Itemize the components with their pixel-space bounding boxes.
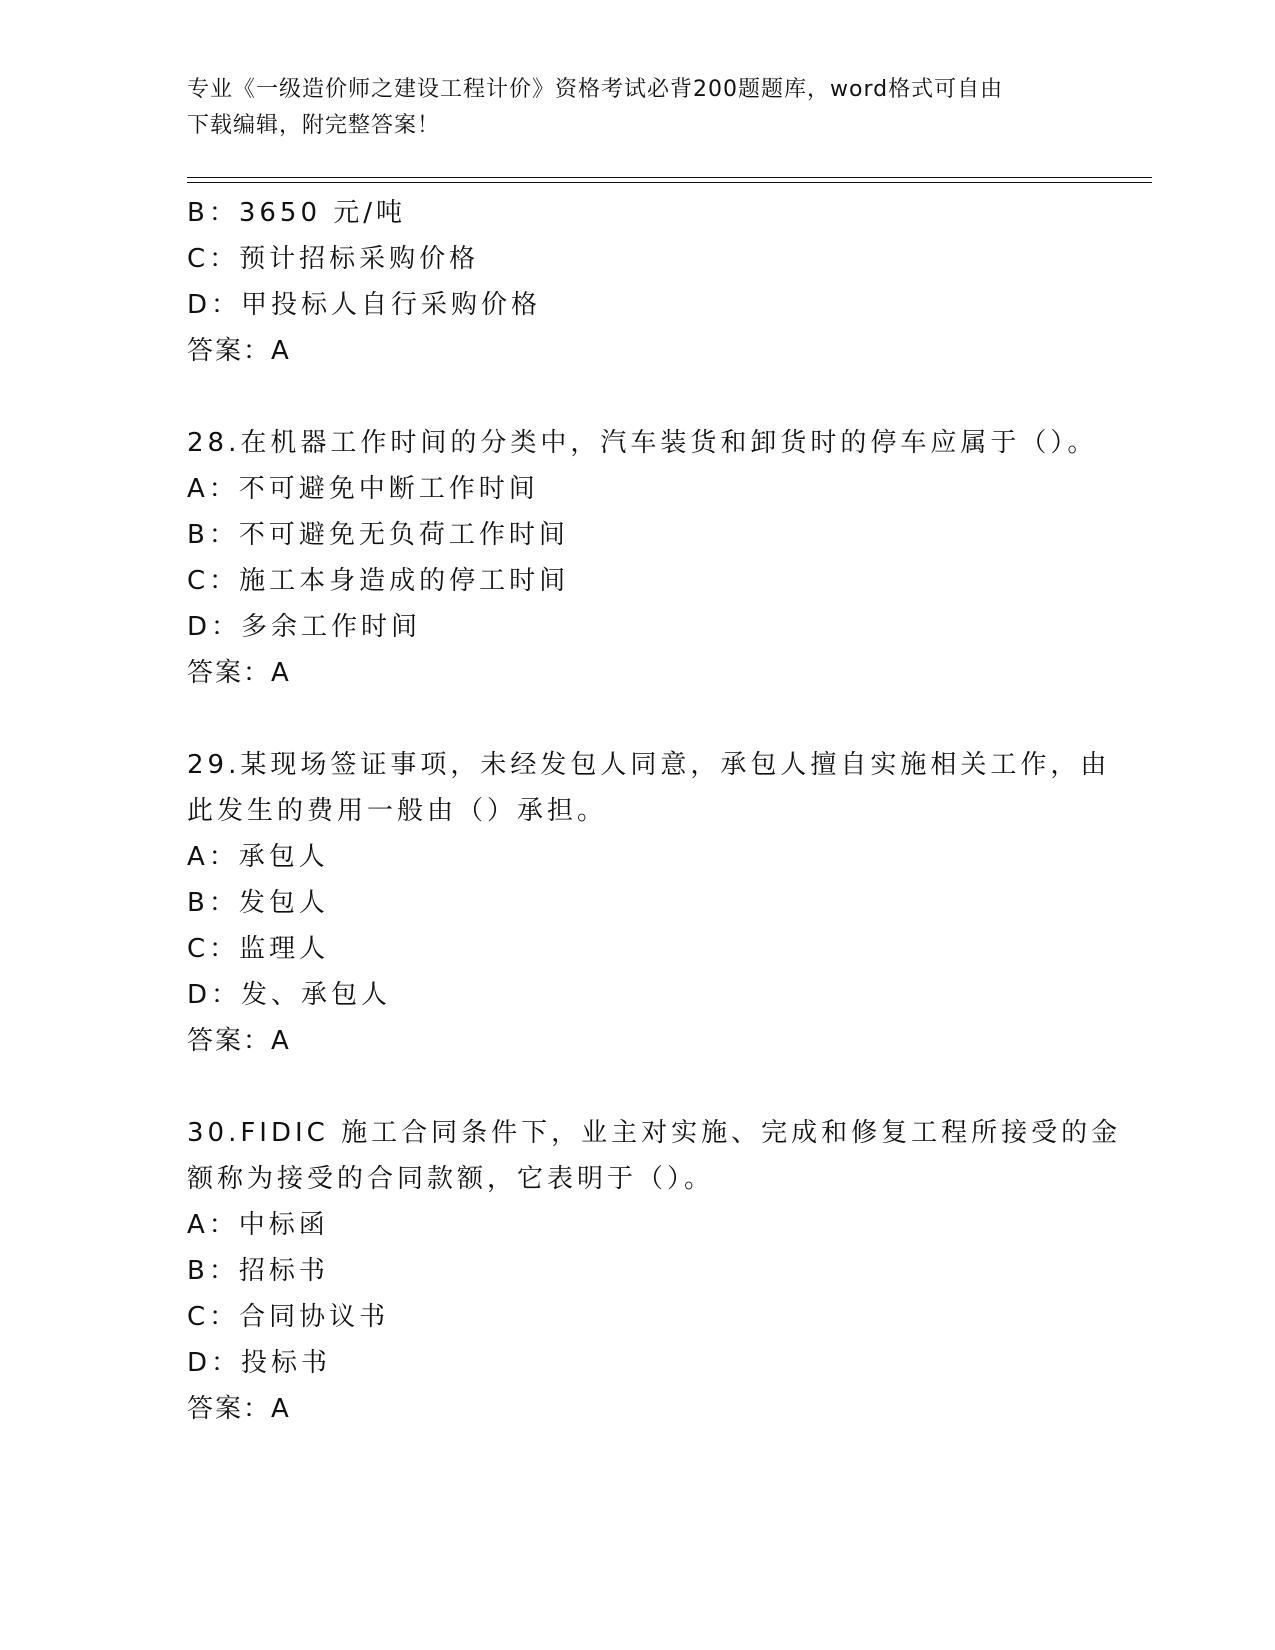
question-block-29 [187,742,1111,1064]
question-stem: 30.FIDIC 施工合同条件下，业主对实施、完成和修复工程所接受的金 [187,1118,1122,1148]
question-stem: 此发生的费用一般由（）承担。 [187,796,608,826]
option-text: 多余工作时间 [241,612,422,642]
option-text: 承包人 [238,842,329,872]
spacer [187,374,1087,420]
option-line [187,880,1087,926]
option-line [187,190,1087,236]
question-list [187,190,1122,1432]
document-header [187,72,1087,144]
header-divider [187,177,1152,178]
option-line [187,1294,1087,1340]
option-line [187,604,1087,650]
header-line: 下载编辑，附完整答案！ [187,113,441,138]
option-key: D： [187,612,242,642]
option-key: C： [187,934,240,964]
spacer [187,1064,1087,1110]
option-text: 监理人 [239,934,330,964]
answer-line: 答案：A [187,658,291,688]
option-text: 不可避免无负荷工作时间 [238,520,569,550]
option-text: 中标函 [238,1210,329,1240]
option-key: A： [187,474,239,504]
option-key: D： [187,1348,242,1378]
option-key: B： [187,520,239,550]
option-key: B： [187,1256,239,1286]
option-line [187,1340,1087,1386]
option-text: 投标书 [241,1348,332,1378]
question-block-prev [187,190,1087,374]
option-line [187,1202,1087,1248]
option-text: 预计招标采购价格 [239,244,480,274]
option-key: C： [187,566,240,596]
question-stem: 29.某现场签证事项，未经发包人同意，承包人擅自实施相关工作，由 [187,750,1111,780]
option-key: C： [187,244,240,274]
header-line: 专业《一级造价师之建设工程计价》资格考试必背200题题库，word格式可自由 [187,77,1004,102]
option-line [187,558,1087,604]
option-line [187,466,1087,512]
answer-line: 答案：A [187,336,291,366]
answer-line: 答案：A [187,1394,291,1424]
option-line [187,1248,1087,1294]
option-text: 招标书 [238,1256,329,1286]
option-key: D： [187,290,242,320]
question-block-30 [187,1110,1122,1432]
option-key: D： [187,980,242,1010]
option-key: A： [187,842,239,872]
option-line [187,926,1087,972]
option-text: 发、承包人 [241,980,392,1010]
answer-line: 答案：A [187,1026,291,1056]
option-key: C： [187,1302,240,1332]
option-line [187,236,1087,282]
option-text: 3650 元/吨 [238,198,407,228]
option-line [187,972,1087,1018]
option-key: B： [187,888,239,918]
option-text: 合同协议书 [239,1302,390,1332]
option-text: 不可避免中断工作时间 [238,474,539,504]
option-line [187,512,1087,558]
option-text: 甲投标人自行采购价格 [241,290,542,320]
question-stem: 28.在机器工作时间的分类中，汽车装货和卸货时的停车应属于（）。 [187,428,1098,458]
question-block-28 [187,420,1098,696]
option-key: B： [187,198,239,228]
option-text: 施工本身造成的停工时间 [239,566,570,596]
option-line [187,834,1087,880]
spacer [187,696,1087,742]
option-text: 发包人 [238,888,329,918]
option-line [187,282,1087,328]
option-key: A： [187,1210,239,1240]
header-divider [187,182,1152,183]
question-stem: 额称为接受的合同款额，它表明于（）。 [187,1164,715,1194]
